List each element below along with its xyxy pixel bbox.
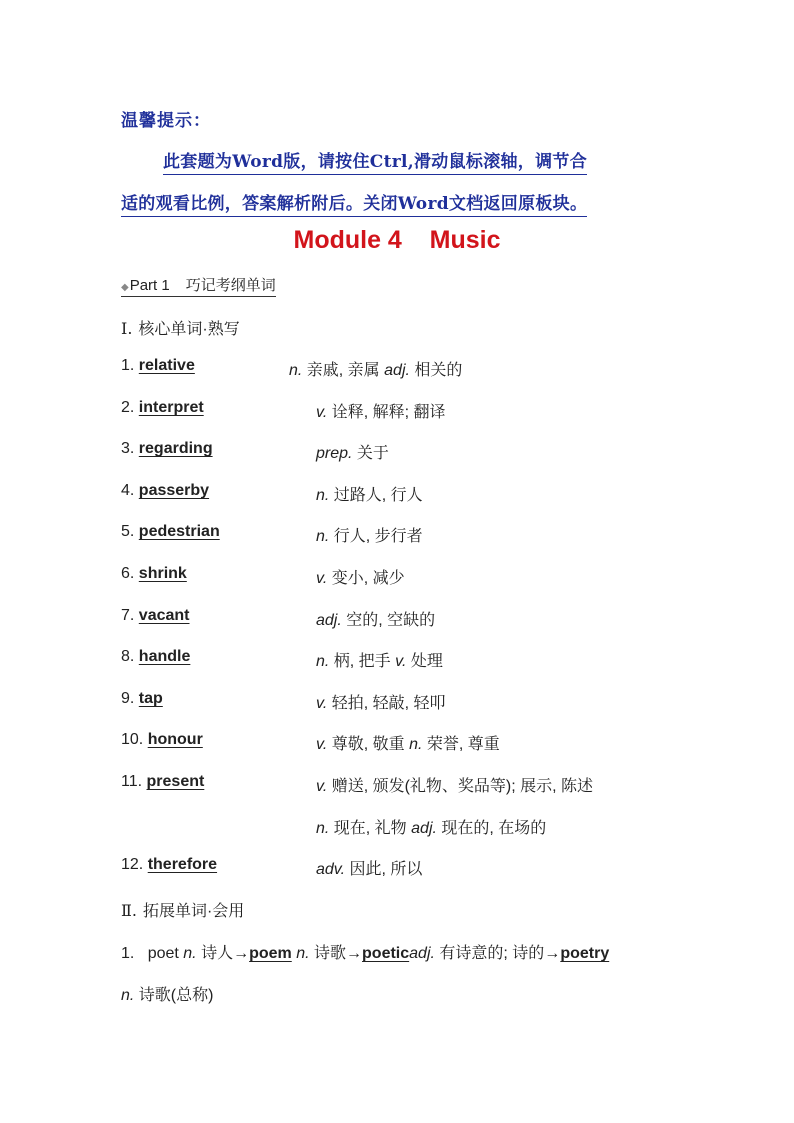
part-of-speech: adj. <box>316 612 342 629</box>
definition-text: 关于 <box>352 445 389 462</box>
vocab-row <box>121 523 220 541</box>
vocab-row <box>121 357 195 375</box>
vocab-definition <box>316 690 446 713</box>
part-of-speech: n. <box>316 820 330 837</box>
vocab-word: tap <box>138 690 163 707</box>
expand-w1-def: 诗歌→ <box>314 945 363 962</box>
vocab-row <box>121 648 190 666</box>
expand-w1-pos: n. <box>296 945 310 962</box>
section-roman: Ⅱ. <box>121 901 137 920</box>
vocab-number: 9. <box>121 690 135 707</box>
expand-w2-pos: adj. <box>409 945 435 962</box>
vocab-word: handle <box>138 648 191 665</box>
vocab-number: 5. <box>121 523 135 540</box>
vocab-word: vacant <box>138 607 190 624</box>
part-of-speech: adj. <box>384 362 410 379</box>
vocab-definition <box>316 648 443 671</box>
expand-w2-def: 有诗意的; 诗的→ <box>439 945 561 962</box>
vocab-row <box>121 607 190 625</box>
part-of-speech: v. <box>316 404 328 421</box>
expand-w3-pos: n. <box>121 987 135 1004</box>
vocab-number: 6. <box>121 565 135 582</box>
diamond-icon: ◆ <box>121 282 129 293</box>
vocab-number: 12. <box>121 856 144 873</box>
vocab-row <box>121 565 187 583</box>
vocab-definition <box>316 440 389 463</box>
tip-title: 温馨提示： <box>121 111 211 131</box>
definition-text: 荣誉, 尊重 <box>422 736 500 753</box>
vocab-definition <box>316 607 435 630</box>
vocab-row <box>121 773 204 791</box>
vocab-row <box>121 482 209 500</box>
vocab-word: present <box>146 773 205 790</box>
vocab-definition <box>316 565 405 588</box>
vocab-definition <box>316 731 500 754</box>
vocab-number: 3. <box>121 440 135 457</box>
tip-line-1: 此套题为Word版，请按住Ctrl,滑动鼠标滚轴，调节合 <box>163 147 587 175</box>
tip-line-2: 适的观看比例，答案解析附后。关闭Word文档返回原板块。 <box>121 189 587 217</box>
vocab-word: regarding <box>138 440 213 457</box>
expand-item-1 <box>121 940 609 963</box>
vocab-word: shrink <box>138 565 187 582</box>
vocab-number: 7. <box>121 607 135 624</box>
part-label: Part 1 <box>129 277 170 294</box>
definition-text: 现在的, 在场的 <box>436 820 547 837</box>
vocab-definition <box>289 357 462 380</box>
definition-text: 柄, 把手 <box>329 653 396 670</box>
definition-text: 空的, 空缺的 <box>341 612 436 629</box>
part-of-speech: v. <box>316 736 328 753</box>
module-title: Module 4 Music <box>293 226 501 254</box>
part-of-speech: n. <box>316 487 330 504</box>
part-of-speech: v. <box>316 570 328 587</box>
vocab-number: 4. <box>121 482 135 499</box>
vocab-word: passerby <box>138 482 210 499</box>
vocab-definition <box>316 399 446 422</box>
expand-w3-def: 诗歌(总称) <box>138 987 214 1004</box>
definition-text: 处理 <box>406 653 443 670</box>
part-of-speech: n. <box>316 528 330 545</box>
part-of-speech: n. <box>289 362 303 379</box>
vocab-word: therefore <box>147 856 218 873</box>
part-of-speech: adj. <box>411 820 437 837</box>
part-of-speech: v. <box>316 695 328 712</box>
part-of-speech: v. <box>316 778 328 795</box>
section-heading-1 <box>121 316 240 339</box>
vocab-row <box>121 731 203 749</box>
vocab-definition <box>316 482 423 505</box>
vocab-row <box>121 440 213 458</box>
vocab-number: 2. <box>121 399 135 416</box>
part-of-speech: n. <box>316 653 330 670</box>
definition-text: 亲戚, 亲属 <box>302 362 385 379</box>
vocab-number: 10. <box>121 731 144 748</box>
vocab-definition <box>316 856 422 879</box>
section-title: 拓展单词·会用 <box>142 903 245 920</box>
vocab-word: relative <box>138 357 195 374</box>
vocab-definition <box>316 523 423 546</box>
part-of-speech: adv. <box>316 861 346 878</box>
expand-w1: poem <box>249 945 292 962</box>
definition-text: 相关的 <box>409 362 463 379</box>
vocab-number: 8. <box>121 648 135 665</box>
definition-text: 变小, 减少 <box>327 570 405 587</box>
expand-base-pos: n. <box>183 945 197 962</box>
vocab-word: interpret <box>138 399 204 416</box>
definition-text: 诠释, 解释; 翻译 <box>327 404 446 421</box>
expand-w2: poetic <box>362 945 410 962</box>
expand-base: poet <box>147 945 179 962</box>
definition-text: 轻拍, 轻敲, 轻叩 <box>327 695 446 712</box>
part-heading <box>121 274 276 297</box>
vocab-definition <box>316 815 546 838</box>
vocab-row <box>121 856 217 874</box>
definition-text: 过路人, 行人 <box>329 487 423 504</box>
vocab-definition <box>316 773 593 796</box>
expand-base-def: 诗人→ <box>201 945 250 962</box>
expand-num: 1. <box>121 945 135 962</box>
vocab-row <box>121 690 163 708</box>
vocab-number: 11. <box>121 773 143 790</box>
definition-text: 行人, 步行者 <box>329 528 423 545</box>
section-roman: Ⅰ. <box>121 319 133 338</box>
definition-text: 因此, 所以 <box>345 861 423 878</box>
vocab-word: pedestrian <box>138 523 220 540</box>
definition-text: 尊敬, 敬重 <box>327 736 410 753</box>
part-of-speech: v. <box>395 653 407 670</box>
vocab-word: honour <box>147 731 203 748</box>
definition-text: 现在, 礼物 <box>329 820 412 837</box>
section-title: 核心单词·熟写 <box>138 321 240 338</box>
part-title: 巧记考纲单词 <box>185 277 276 294</box>
expand-item-1-cont <box>121 982 213 1005</box>
vocab-row <box>121 399 204 417</box>
section-heading-2 <box>121 898 244 921</box>
vocab-number: 1. <box>121 357 135 374</box>
part-of-speech: prep. <box>316 445 353 462</box>
part-of-speech: n. <box>409 736 423 753</box>
definition-text: 赠送, 颁发(礼物、奖品等); 展示, 陈述 <box>327 778 594 795</box>
expand-w3: poetry <box>560 945 610 962</box>
